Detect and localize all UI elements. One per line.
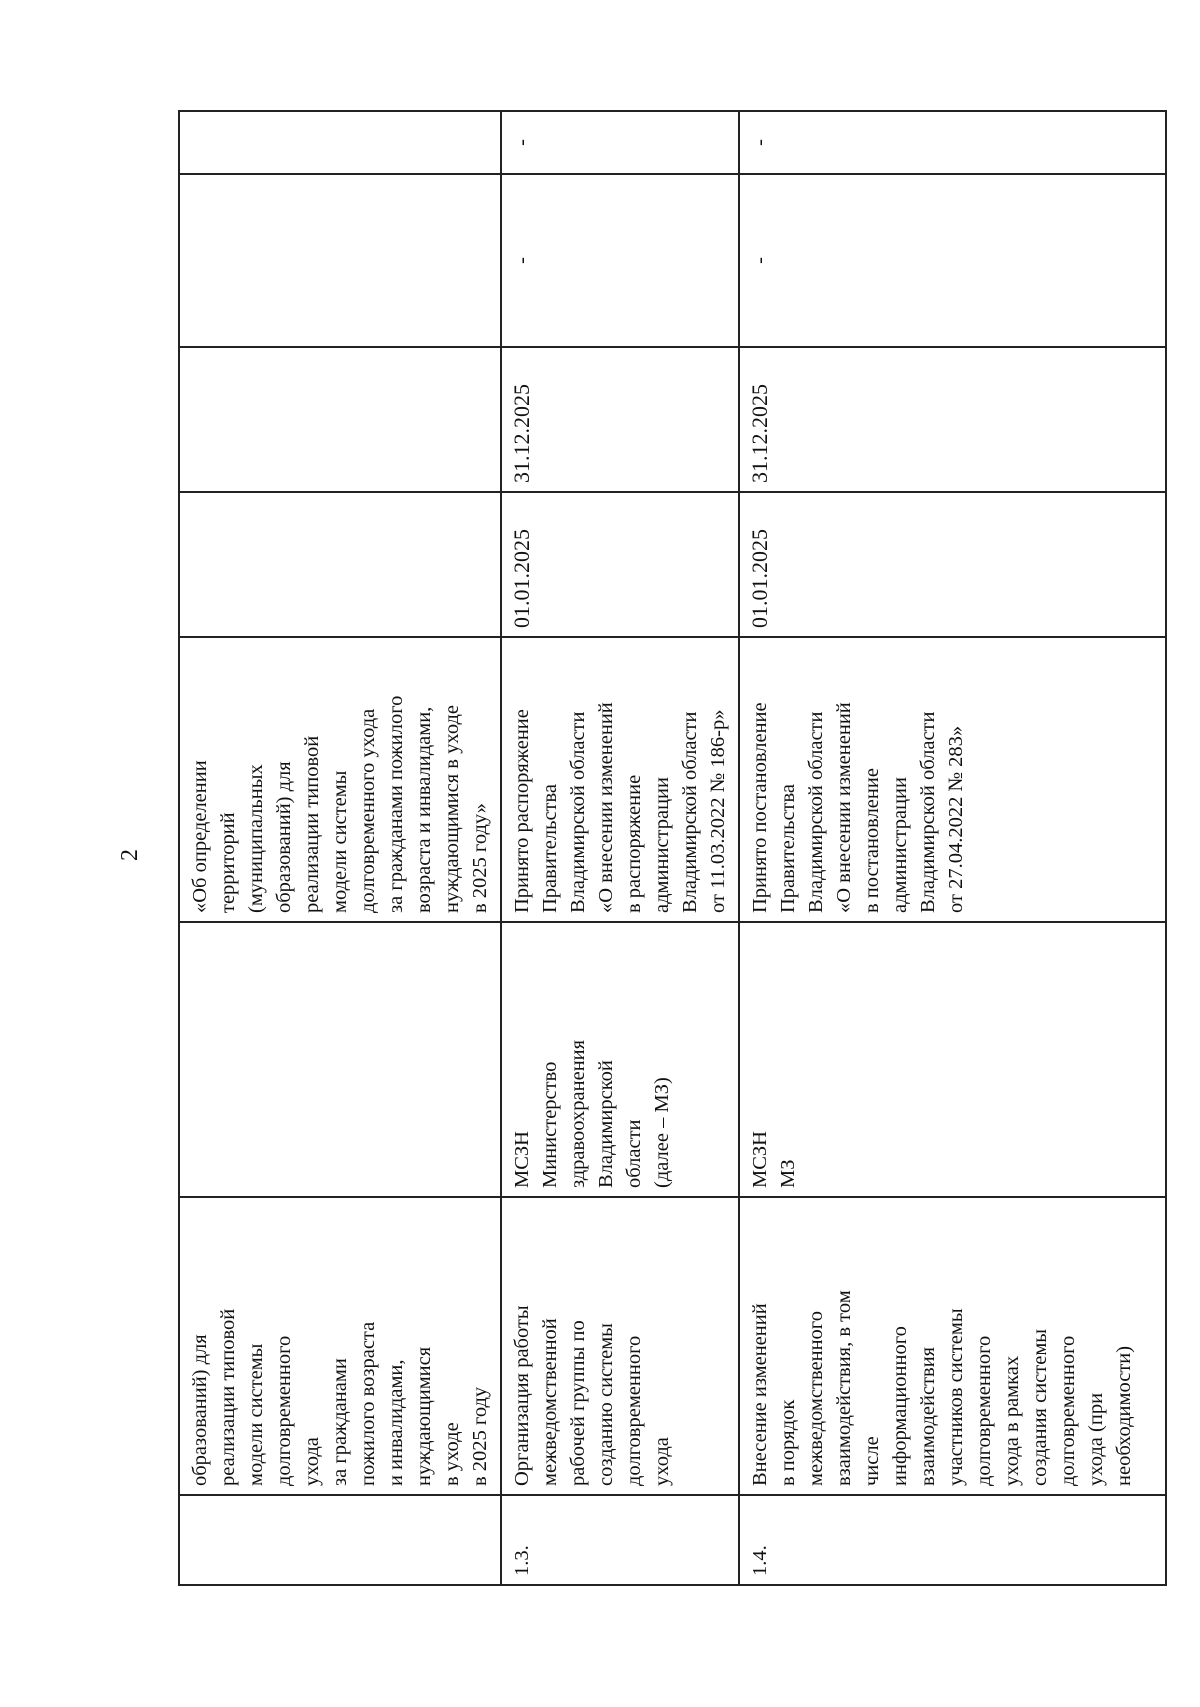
end-date-cell: 31.12.2025 (501, 347, 739, 492)
start-date-cell: 01.01.2025 (501, 492, 739, 637)
column7-cell (179, 174, 501, 347)
table-row (739, 111, 1166, 1585)
column8-cell: - (501, 111, 739, 174)
row-number: 1.4. (739, 1495, 1166, 1585)
end-date-cell: 31.12.2025 (739, 347, 1166, 492)
column8-cell (179, 111, 501, 174)
column7-cell: - (739, 174, 1166, 347)
table-row (501, 111, 739, 1585)
plan-table (178, 110, 1167, 1586)
table-row (179, 111, 501, 1585)
end-date-cell (179, 347, 501, 492)
column7-cell: - (501, 174, 739, 347)
table-rotated-frame (178, 112, 1135, 1586)
event-cell: Организация работы межведомственной рабочей группы по созданию системы долговременного ухода (501, 1197, 739, 1495)
row-number: 1.3. (501, 1495, 739, 1585)
executor-cell: МСЗН Министерство здравоохранения Владимирской области (далее – МЗ) (501, 922, 739, 1197)
result-cell: Принято распоряжение Правительства Владимирской области «О внесении изменений в распоряжение администрации Владимирской области от 11.03.2022 № 186-р» (501, 637, 739, 922)
event-cell: образований) для реализации типовой модели системы долговременного ухода за гражданами пожилого возраста и инвалидами, нуждающимися в уходе в 2025 году (179, 1197, 501, 1495)
row-number (179, 1495, 501, 1585)
column8-cell: - (739, 111, 1166, 174)
table-rotated-content (178, 112, 1135, 1586)
event-cell: Внесение изменений в порядок межведомственного взаимодействия, в том числе информационного взаимодействия участников системы долговременного ухода в рамках создания системы долговременного ухода (при необходимости) (739, 1197, 1166, 1495)
result-cell: «Об определении территорий (муниципальных образований) для реализации типовой модели системы долговременного ухода за гражданами пожилого возраста и инвалидами, нуждающимися в уходе в 2025 году» (179, 637, 501, 922)
page-number: 2 (117, 849, 143, 861)
executor-cell (179, 922, 501, 1197)
start-date-cell (179, 492, 501, 637)
executor-cell: МСЗН МЗ (739, 922, 1166, 1197)
result-cell: Принято постановление Правительства Владимирской области «О внесении изменений в постановление администрации Владимирской области от 27.04.2022 № 283» (739, 637, 1166, 922)
start-date-cell: 01.01.2025 (739, 492, 1166, 637)
